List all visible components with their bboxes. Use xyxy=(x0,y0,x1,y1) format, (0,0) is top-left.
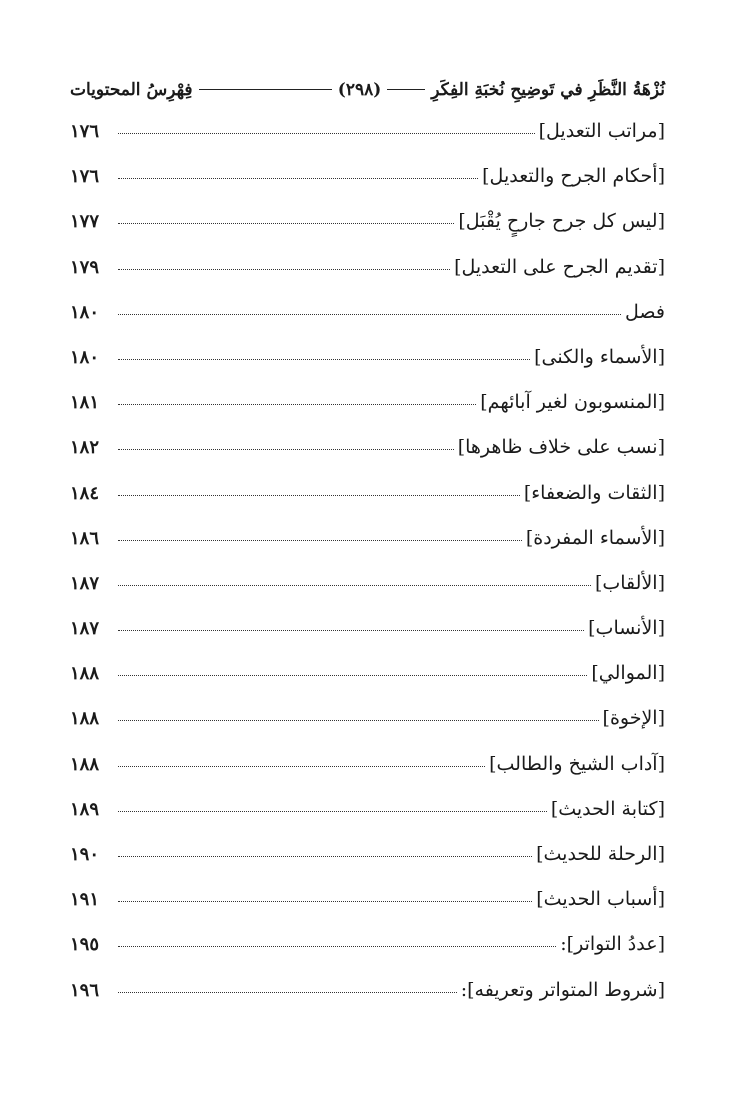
book-title: نُزْهَةُ النَّظَرِ في تَوضِيحِ نُخبَةِ الفِكَرِ xyxy=(431,80,665,100)
toc-entry[interactable] xyxy=(70,436,665,481)
toc-entry[interactable] xyxy=(70,572,665,617)
entry-title: [نسب على خلاف ظاهرها] xyxy=(457,436,665,459)
entry-page: ١٩٥ xyxy=(70,934,100,956)
dot-leader xyxy=(118,359,530,360)
dot-leader xyxy=(118,856,532,857)
dot-leader xyxy=(118,946,556,947)
dot-leader xyxy=(118,585,591,586)
entry-title: [الأنساب] xyxy=(588,617,665,640)
header-rule-short xyxy=(387,89,425,90)
toc-entry[interactable] xyxy=(70,888,665,933)
entry-page: ١٨٦ xyxy=(70,527,100,549)
entry-title: [الأسماء المفردة] xyxy=(525,526,665,549)
entry-page: ١٨٨ xyxy=(70,663,100,685)
toc-entry[interactable] xyxy=(70,165,665,210)
toc-entry[interactable] xyxy=(70,527,665,572)
dot-leader xyxy=(118,901,532,902)
entry-page: ١٩٦ xyxy=(70,979,100,1001)
entry-page: ١٧٦ xyxy=(70,166,100,188)
entry-page: ١٨٩ xyxy=(70,798,100,820)
toc-entry[interactable] xyxy=(70,753,665,798)
toc-entry[interactable] xyxy=(70,120,665,165)
dot-leader xyxy=(118,449,454,450)
entry-title: [كتابة الحديث] xyxy=(550,797,665,820)
toc-entry[interactable] xyxy=(70,256,665,301)
entry-page: ١٩١ xyxy=(70,889,100,911)
dot-leader xyxy=(118,223,454,224)
entry-title: [شروط المتواتر وتعريفه]: xyxy=(460,978,665,1001)
page-number: (٢٩٨) xyxy=(337,80,382,100)
entry-page: ١٧٩ xyxy=(70,256,100,278)
dot-leader xyxy=(118,404,476,405)
toc-entry[interactable] xyxy=(70,933,665,978)
dot-leader xyxy=(118,133,535,134)
entry-title: [الرحلة للحديث] xyxy=(536,843,665,865)
entry-title: [أسباب الحديث] xyxy=(536,888,665,911)
entry-title: [مراتب التعديل] xyxy=(538,120,665,142)
dot-leader xyxy=(118,178,478,179)
entry-page: ١٨٠ xyxy=(70,346,100,368)
toc-entry[interactable] xyxy=(70,662,665,707)
section-title: فِهْرِسُ المحتويات xyxy=(70,80,193,100)
toc-page xyxy=(70,80,665,1024)
entry-title: [ليس كل جرح جارحٍ يُقْبَل] xyxy=(458,210,665,233)
toc-entry[interactable] xyxy=(70,210,665,255)
dot-leader xyxy=(118,766,485,767)
dot-leader xyxy=(118,540,522,541)
entry-page: ١٩٠ xyxy=(70,844,100,865)
entry-title: [الموالي] xyxy=(591,662,665,685)
entry-title: فصل xyxy=(625,300,665,323)
entry-title: [الثقات والضعفاء] xyxy=(523,481,665,504)
header-rule-long xyxy=(199,89,332,90)
toc-entries xyxy=(70,120,665,1024)
entry-title: [الألقاب] xyxy=(594,571,665,594)
dot-leader xyxy=(118,811,547,812)
dot-leader xyxy=(118,675,587,676)
running-header xyxy=(70,80,665,120)
entry-page: ١٨٤ xyxy=(70,482,100,504)
entry-title: [أحكام الجرح والتعديل] xyxy=(482,165,665,188)
dot-leader xyxy=(118,495,520,496)
dot-leader xyxy=(118,269,450,270)
entry-title: [عددُ التواتر]: xyxy=(560,933,665,956)
entry-page: ١٧٧ xyxy=(70,211,100,233)
toc-entry[interactable] xyxy=(70,301,665,346)
dot-leader xyxy=(118,720,599,721)
entry-title: [الأسماء والكنى] xyxy=(534,345,665,368)
entry-page: ١٨٨ xyxy=(70,753,100,775)
entry-title: [المنسوبون لغير آبائهم] xyxy=(480,391,665,414)
toc-entry[interactable] xyxy=(70,798,665,843)
entry-page: ١٨١ xyxy=(70,392,100,414)
entry-page: ١٨٧ xyxy=(70,618,100,640)
entry-title: [الإخوة] xyxy=(602,707,665,730)
entry-page: ١٨٧ xyxy=(70,572,100,594)
entry-page: ١٨٠ xyxy=(70,301,100,323)
toc-entry[interactable] xyxy=(70,707,665,752)
entry-page: ١٧٦ xyxy=(70,121,100,142)
toc-entry[interactable] xyxy=(70,391,665,436)
dot-leader xyxy=(118,992,457,993)
dot-leader xyxy=(118,630,584,631)
toc-entry[interactable] xyxy=(70,346,665,391)
entry-page: ١٨٨ xyxy=(70,708,100,730)
toc-entry[interactable] xyxy=(70,843,665,888)
entry-page: ١٨٢ xyxy=(70,437,100,459)
entry-title: [آداب الشيخ والطالب] xyxy=(489,752,665,775)
toc-entry[interactable] xyxy=(70,482,665,527)
toc-entry[interactable] xyxy=(70,979,665,1024)
toc-entry[interactable] xyxy=(70,617,665,662)
dot-leader xyxy=(118,314,621,315)
entry-title: [تقديم الجرح على التعديل] xyxy=(454,255,665,278)
